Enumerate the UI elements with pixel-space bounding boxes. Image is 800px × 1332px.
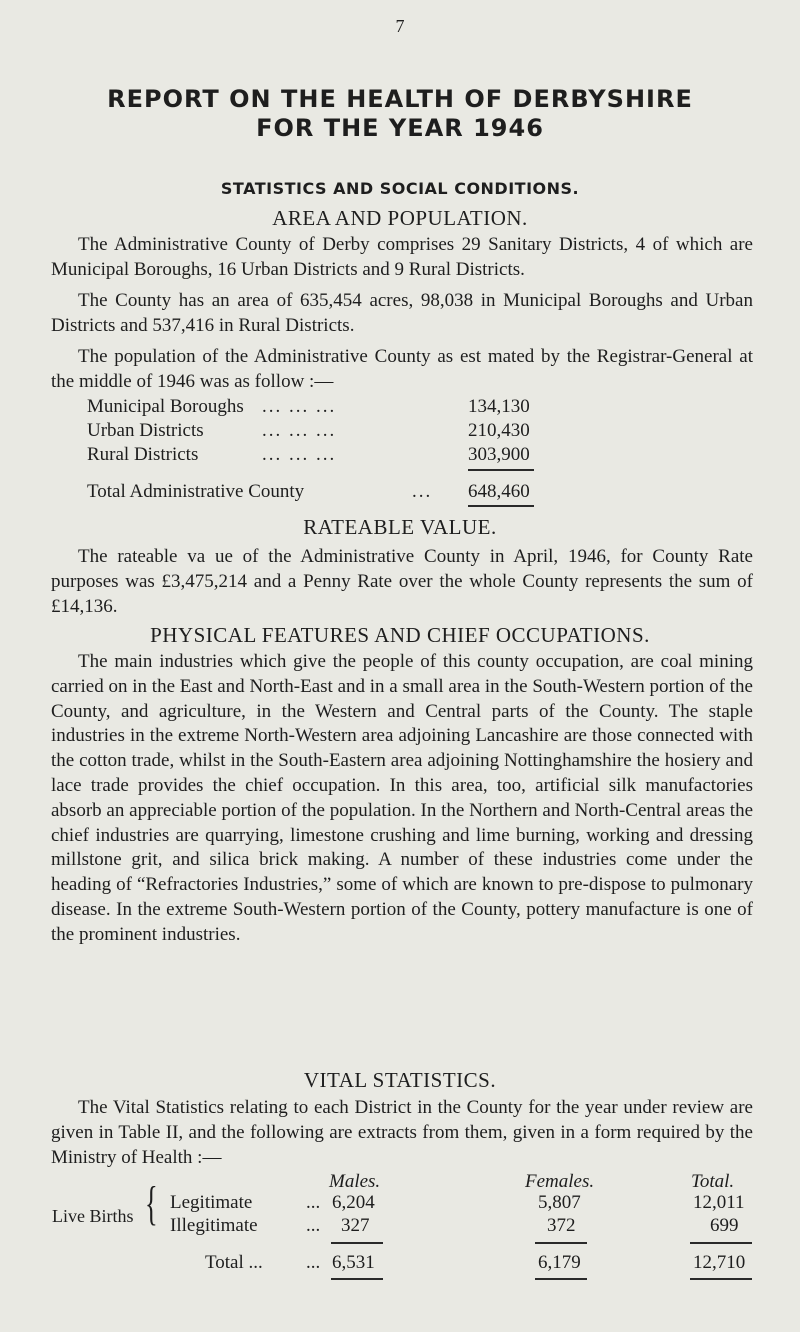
report-title: REPORT ON THE HEALTH OF DERBYSHIRE	[107, 85, 693, 113]
area-paragraph-2: The County has an area of 635,454 acres, 98,038 in Municipal Boroughs and Urban Districts and 537,416 in Rural Districts.	[51, 290, 753, 336]
leader-dots: ...	[306, 1215, 321, 1236]
vital-heading: VITAL STATISTICS.	[303, 1068, 497, 1092]
leader-dots: ...	[306, 1252, 321, 1273]
col-total: Total.	[691, 1171, 735, 1192]
population-row-value: 303,900	[468, 444, 530, 465]
area-paragraph-1: The Administrative County of Derby comprises 29 Sanitary Districts, 4 of which are Municipal Boroughs, 16 Urban Districts and 9 Rural Districts.	[51, 234, 753, 280]
live-births-label: Live Births	[52, 1206, 134, 1226]
area-heading: AREA AND POPULATION.	[272, 206, 528, 230]
vital-males: 6,204	[332, 1192, 375, 1213]
population-row-value: 210,430	[468, 420, 530, 441]
vital-total: 699	[710, 1215, 739, 1236]
population-total-value: 648,460	[468, 481, 530, 502]
leader-dots: ... ... ...	[262, 396, 337, 417]
subtotal-rule	[535, 1242, 587, 1244]
vital-females: 372	[547, 1215, 576, 1236]
vital-females: 5,807	[538, 1192, 581, 1213]
leader-dots: ... ... ...	[262, 444, 337, 465]
physical-paragraph: The main industries which give the people of this county occupation, are coal mining carried on in the East and North-East and in a small area in the South-Western portion of the County, and agriculture, in the Western and Central parts of the County. The staple industries in the extreme North-Western area adjoining Lancashire are those connected with the cotton trade, whilst in the South-Eastern area adjoining Nottinghamshire the hosiery and lace trade provides the chief occupation. In this area, too, artificial silk manufactories absorb an appreciable portion of the population. In the Northern and North-Central areas the chief industries are quarrying, limestone crushing and lime burning, working and dressing millstone grit, and silica brick making. A number of these industries come under the heading of “Refractories Industries,” some of which are known to pre-dispose to pulmonary disease. In the extreme South-Western portion of the County, pottery manufacture is one of the prominent industries.	[51, 651, 753, 945]
population-row-value: 134,130	[468, 396, 530, 417]
col-females: Females.	[525, 1171, 595, 1192]
leader-dots: ...	[306, 1192, 321, 1213]
vital-row-label: Legitimate	[170, 1192, 253, 1213]
vital-total: 12,011	[693, 1192, 745, 1213]
population-row-label: Rural Districts	[87, 444, 199, 465]
subtotal-rule	[468, 469, 534, 471]
col-males: Males.	[329, 1171, 381, 1192]
vital-total-label: Total ...	[205, 1252, 263, 1273]
vital-total-females: 6,179	[538, 1252, 581, 1273]
rateable-heading: RATEABLE VALUE.	[303, 515, 497, 539]
population-row-label: Municipal Boroughs	[87, 396, 244, 417]
total-rule	[690, 1278, 752, 1280]
leader-dots: ... ... ...	[262, 420, 337, 441]
leader-dots: ...	[412, 481, 433, 502]
total-rule	[535, 1278, 587, 1280]
vital-males: 327	[341, 1215, 370, 1236]
vital-row-label: Illegitimate	[170, 1215, 258, 1236]
report-subtitle: FOR THE YEAR 1946	[256, 114, 544, 142]
rateable-paragraph: The rateable va ue of the Administrative County in April, 1946, for County Rate purposes was £3,475,214 and a Penny Rate over the whole County represents the sum of £14,136.	[51, 546, 753, 617]
vital-paragraph: The Vital Statistics relating to each District in the County for the year under review are given in Table II, and the following are extracts from them, given in a form required by the Ministry of Health :—	[51, 1097, 753, 1168]
subtotal-rule	[690, 1242, 752, 1244]
brace-icon: {	[145, 1177, 158, 1230]
subtotal-rule	[331, 1242, 383, 1244]
physical-heading: PHYSICAL FEATURES AND CHIEF OCCUPATIONS.	[150, 623, 650, 647]
area-paragraph-3: The population of the Administrative County as est mated by the Registrar-General at the middle of 1946 was as follow :—	[51, 346, 753, 392]
section-title: STATISTICS AND SOCIAL CONDITIONS.	[220, 179, 580, 198]
total-rule	[331, 1278, 383, 1280]
vital-total-total: 12,710	[693, 1252, 746, 1273]
page-number: 7	[395, 16, 405, 36]
population-total-label: Total Administrative County	[87, 481, 305, 502]
vital-total-males: 6,531	[332, 1252, 375, 1273]
total-rule	[468, 505, 534, 507]
population-row-label: Urban Districts	[87, 420, 204, 441]
